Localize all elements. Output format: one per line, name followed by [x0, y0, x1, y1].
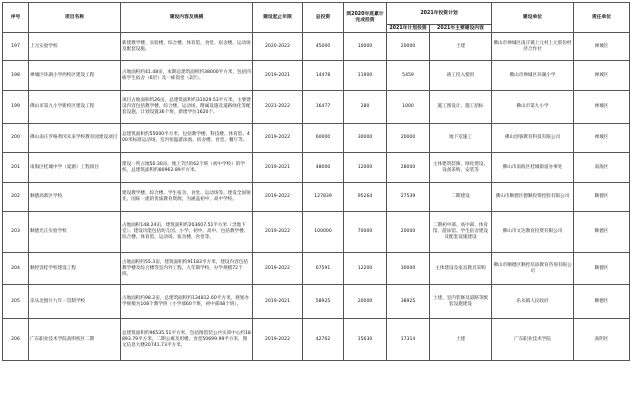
- header-seq: 序号: [3, 3, 29, 33]
- table-row: [3, 253, 630, 285]
- cell-main2021: 主体建设及家具教具采购: [430, 253, 492, 285]
- cell-resp: 禅城区: [574, 124, 630, 153]
- cell-period: 2020-2022: [253, 33, 303, 61]
- cell-name: 顺德光正实验学校: [29, 212, 121, 253]
- cell-total: 16477: [303, 91, 344, 124]
- cell-seq: 197: [3, 33, 29, 61]
- cell-content: 建设教学楼、综合楼、学生宿舍、食堂、运动场等。建设全国领先、国际一流的优质教育资源，为涵盖初中、高中学校。: [121, 183, 253, 212]
- cell-content: 建设一所占地50.30亩，地上7层的62个班（初中学校）的学校，总建筑面积约80962.89平方米。: [121, 153, 253, 183]
- header-row: [3, 3, 630, 25]
- table-row: [3, 61, 630, 91]
- header-unit: 建设单位: [492, 3, 574, 33]
- cell-resp: 禅城区: [574, 61, 630, 91]
- header-content: 建设内容及规模: [121, 3, 253, 33]
- cell-name: 乐从北围片九年一贯制学校: [29, 285, 121, 319]
- cell-cum2020: 95264: [344, 183, 387, 212]
- cell-plan2021: 28000: [387, 153, 430, 183]
- cell-total: 42762: [303, 319, 344, 361]
- cell-plan2021: 1000: [387, 91, 430, 124]
- cell-main2021: 二期建设: [430, 183, 492, 212]
- cell-main2021: 施工图设计、施工招标: [430, 91, 492, 124]
- cell-content: 占地面积约55.3亩，建筑面积约91183平方米，建设内容包括教学楼及综合楼等室内外工程，九年制学校，办学规模72个班。: [121, 253, 253, 285]
- cell-content: 占地面积148.24亩，建筑面积约203607.51平方米（含地下室）。建设功能包括幼儿园、小学、初中、高中、包括教学楼、综合楼、体育馆、运动场、宿舍楼、食堂等。: [121, 212, 253, 253]
- cell-main2021: 土建: [430, 319, 492, 361]
- cell-cum2020: 12000: [344, 153, 387, 183]
- cell-unit: 广东职业技术学院: [492, 319, 574, 361]
- cell-seq: 200: [3, 124, 29, 153]
- cell-main2021: 土建、室内装修及道路等配套设施建设: [430, 285, 492, 319]
- cell-cum2020: 15630: [344, 319, 387, 361]
- table-row: [3, 91, 630, 124]
- cell-total: 14478: [303, 61, 344, 91]
- header-cum2020: 到2020年底累计完成投资: [344, 3, 387, 33]
- cell-resp: 顺德区: [574, 285, 630, 319]
- cell-unit: 佛山市顺德区德顺投资控股有限公司: [492, 183, 574, 212]
- header-period: 建设起止年限: [253, 3, 303, 33]
- cell-total: 127839: [303, 183, 344, 212]
- header-plan2021: 2021年计划投资: [387, 25, 430, 33]
- cell-plan2021: 17314: [387, 319, 430, 361]
- cell-name: 上元实验学校: [29, 33, 121, 61]
- table-row: [3, 153, 630, 183]
- cell-main2021: 主体建筑装修，绿化建设，设备采购，安装等: [430, 153, 492, 183]
- cell-content: 项目占地面积约26亩，总建筑面积约31029.53平方米。主要建设内容包括教学楼、综合楼、运动场、附属设施及道路绿化等配套设施，计划设置36个班，新增学位1620个。: [121, 91, 253, 124]
- cell-total: 58925: [303, 285, 344, 319]
- table-row: [3, 33, 630, 61]
- cell-plan2021: 20000: [387, 124, 430, 153]
- cell-plan2021: 30000: [387, 253, 430, 285]
- cell-total: 67591: [303, 253, 344, 285]
- cell-unit: 佛山市顺德区顺控培添教育咨询有限公司: [492, 253, 574, 285]
- cell-unit: 佛山创睿教育科技有限公司: [492, 124, 574, 153]
- cell-main2021: 地下室施工: [430, 124, 492, 153]
- cell-resp: 高明区: [574, 319, 630, 361]
- cell-unit: 佛山市禅城区环湖小学: [492, 61, 574, 91]
- cell-cum2020: 12200: [344, 253, 387, 285]
- cell-period: 2019-2022: [253, 319, 303, 361]
- cell-main2021: 二期初中部、高中部、体育馆、游泳馆、学生宿舍建设及配套设施建设: [430, 212, 492, 253]
- cell-name: 顺德高新区学校: [29, 183, 121, 212]
- cell-plan2021: 20000: [387, 33, 430, 61]
- cell-main2021: 竣工投入使用: [430, 61, 492, 91]
- cell-name: 禅城区环湖小学西校区建设工程: [29, 61, 121, 91]
- cell-total: 48000: [303, 153, 344, 183]
- cell-seq: 205: [3, 285, 29, 319]
- cell-resp: 顺德区: [574, 212, 630, 253]
- cell-seq: 198: [3, 61, 29, 91]
- cell-period: 2019-2021: [253, 61, 303, 91]
- cell-cum2020: 30000: [344, 124, 387, 153]
- cell-seq: 204: [3, 253, 29, 285]
- cell-period: 2019-2021: [253, 285, 303, 319]
- cell-seq: 202: [3, 183, 29, 212]
- table-row: [3, 319, 630, 361]
- cell-name: 佛山市第九小学新校区建设工程: [29, 91, 121, 124]
- cell-unit: 佛山市文达教育投资有限公司: [492, 212, 574, 253]
- cell-period: 2021-2022: [253, 91, 303, 124]
- cell-seq: 199: [3, 91, 29, 124]
- cell-seq: 203: [3, 212, 29, 253]
- cell-content: 总建筑面积约96535.51平方米，包括图馆装公共实训中心约18893.79平方米，二期公寓及用楼、食堂50699.99平方米，图文信息大楼20741.73平方米。: [121, 319, 253, 361]
- cell-content: 占地面积约41.48亩，本期总建筑面积约38000平方米，包括四栋学生宿舍（6层）及一栋饭堂（2层）。: [121, 61, 253, 91]
- cell-cum2020: 20000: [344, 285, 387, 319]
- cell-cum2020: 70000: [344, 212, 387, 253]
- cell-unit: 乐从镇人民政府: [492, 285, 574, 319]
- cell-total: 45000: [303, 33, 344, 61]
- table-row: [3, 285, 630, 319]
- cell-resp: 禅城区: [574, 33, 630, 61]
- header-resp: 责任单位: [574, 3, 630, 33]
- cell-resp: 禅城区: [574, 91, 630, 124]
- cell-main2021: 土建: [430, 33, 492, 61]
- cell-seq: 201: [3, 153, 29, 183]
- cell-plan2021: 5459: [387, 61, 430, 91]
- investment-plan-table: [2, 2, 630, 361]
- cell-name: 南海区桂城中学（夏源）工程项目: [29, 153, 121, 183]
- cell-name: 广东职业技术学院高明校区二期: [29, 319, 121, 361]
- cell-period: 2019-2022: [253, 253, 303, 285]
- cell-total: 60000: [303, 124, 344, 153]
- cell-period: 2019-2021: [253, 153, 303, 183]
- cell-name: 顺控容桂学校建设工程: [29, 253, 121, 285]
- cell-content: 占地面积约98.2亩，总建筑面积约134812.60平方米，规划办学规模为108个教学班（小学部60个班，初中部48个班）。: [121, 285, 253, 319]
- cell-plan2021: 27539: [387, 183, 430, 212]
- cell-period: 2019-2022: [253, 183, 303, 212]
- table-row: [3, 124, 630, 153]
- cell-unit: 佛山市第九小学: [492, 91, 574, 124]
- header-total: 总投资: [303, 3, 344, 33]
- cell-plan2021: 20000: [387, 212, 430, 253]
- header-name: 项目名称: [29, 3, 121, 33]
- header-plan-group: 2021年投资计划: [387, 3, 492, 25]
- cell-content: 新建教学楼、实验楼、综合楼、体育馆、食堂、宿舍楼、运动场及配套设施。: [121, 33, 253, 61]
- cell-unit: 佛山市禅城区南庄镇上元村上元股份经济合作社: [492, 33, 574, 61]
- table-row: [3, 183, 630, 212]
- cell-resp: 顺德区: [574, 253, 630, 285]
- cell-cum2020: 11900: [344, 61, 387, 91]
- cell-content: 总建筑面积约55000平方米，包括教学楼、科技楼、体育馆、400米标准运动场、室内恒温游泳池、宿舍楼、食堂、餐厅等。: [121, 124, 253, 153]
- table-row: [3, 212, 630, 253]
- cell-resp: 顺德区: [574, 183, 630, 212]
- cell-cum2020: 10000: [344, 33, 387, 61]
- cell-name: 佛山南庄罗格黄冈未来学校教育园建设项目: [29, 124, 121, 153]
- cell-resp: 南海区: [574, 153, 630, 183]
- cell-period: 2019-2022: [253, 124, 303, 153]
- cell-seq: 206: [3, 319, 29, 361]
- cell-plan2021: 38925: [387, 285, 430, 319]
- cell-cum2020: 280: [344, 91, 387, 124]
- cell-total: 100000: [303, 212, 344, 253]
- header-main2021: 2021年主要建设内容: [430, 25, 492, 33]
- cell-period: 2019-2022: [253, 212, 303, 253]
- cell-unit: 佛山市南海区桂城街道办事处: [492, 153, 574, 183]
